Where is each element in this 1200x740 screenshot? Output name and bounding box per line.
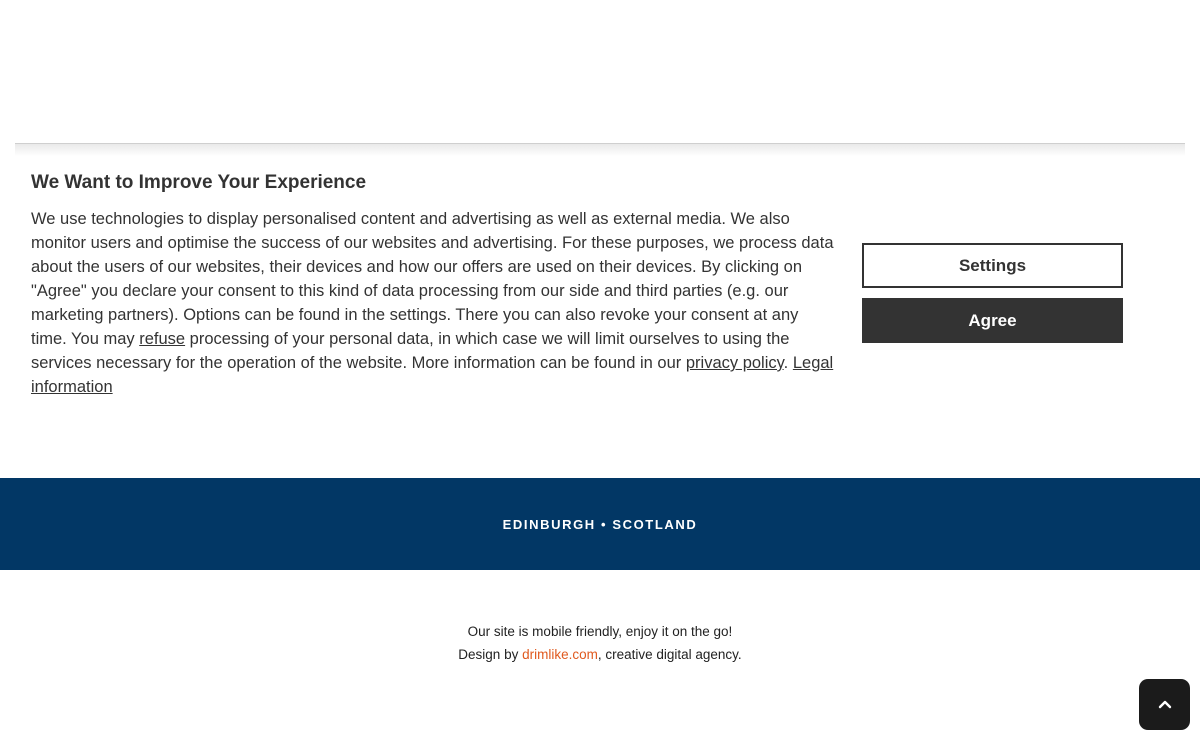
cookie-text-part2: processing of your personal data, in which case we will limit ourselves to using the services necessary for the operation of the website. More information can be found in our <box>31 330 790 372</box>
footer-location: EDINBURGH • SCOTLAND <box>502 516 698 532</box>
chevron-up-icon <box>1158 696 1172 714</box>
design-credit-suffix: , creative digital agency. <box>597 647 742 662</box>
banner-top-shadow <box>15 144 1185 156</box>
scroll-to-top-button[interactable] <box>1139 679 1190 730</box>
privacy-policy-link[interactable]: privacy policy <box>685 354 784 372</box>
settings-button[interactable]: Settings <box>862 243 1123 288</box>
footer-credits <box>0 620 1200 666</box>
cookie-consent-banner <box>15 143 1185 478</box>
agency-link[interactable]: drimlike.com <box>522 647 598 662</box>
legal-information-link[interactable]: Legal information <box>31 354 834 396</box>
mobile-friendly-note: Our site is mobile friendly, enjoy it on the go! <box>467 624 733 639</box>
cookie-banner-title: We Want to Improve Your Experience <box>31 172 367 193</box>
agree-button[interactable]: Agree <box>862 298 1123 343</box>
cookie-banner-text <box>31 207 836 399</box>
design-credit-prefix: Design by <box>458 647 523 662</box>
refuse-link[interactable]: refuse <box>139 330 186 348</box>
link-separator: . <box>783 354 793 372</box>
footer-band <box>0 478 1200 570</box>
design-credit <box>0 643 1200 666</box>
cookie-text-part1: We use technologies to display personalised content and advertising as well as external media. We also monitor users and optimise the success of our websites and advertising. For these purposes, we process data about the users of our websites, their devices and how our offers are used on their devices. By clicking on "Agree" you declare your consent to this kind of data processing from our side and third parties (e.g. our marketing partners). Options can be found in the settings. There you can also revoke your consent at any time. You may <box>31 210 834 348</box>
